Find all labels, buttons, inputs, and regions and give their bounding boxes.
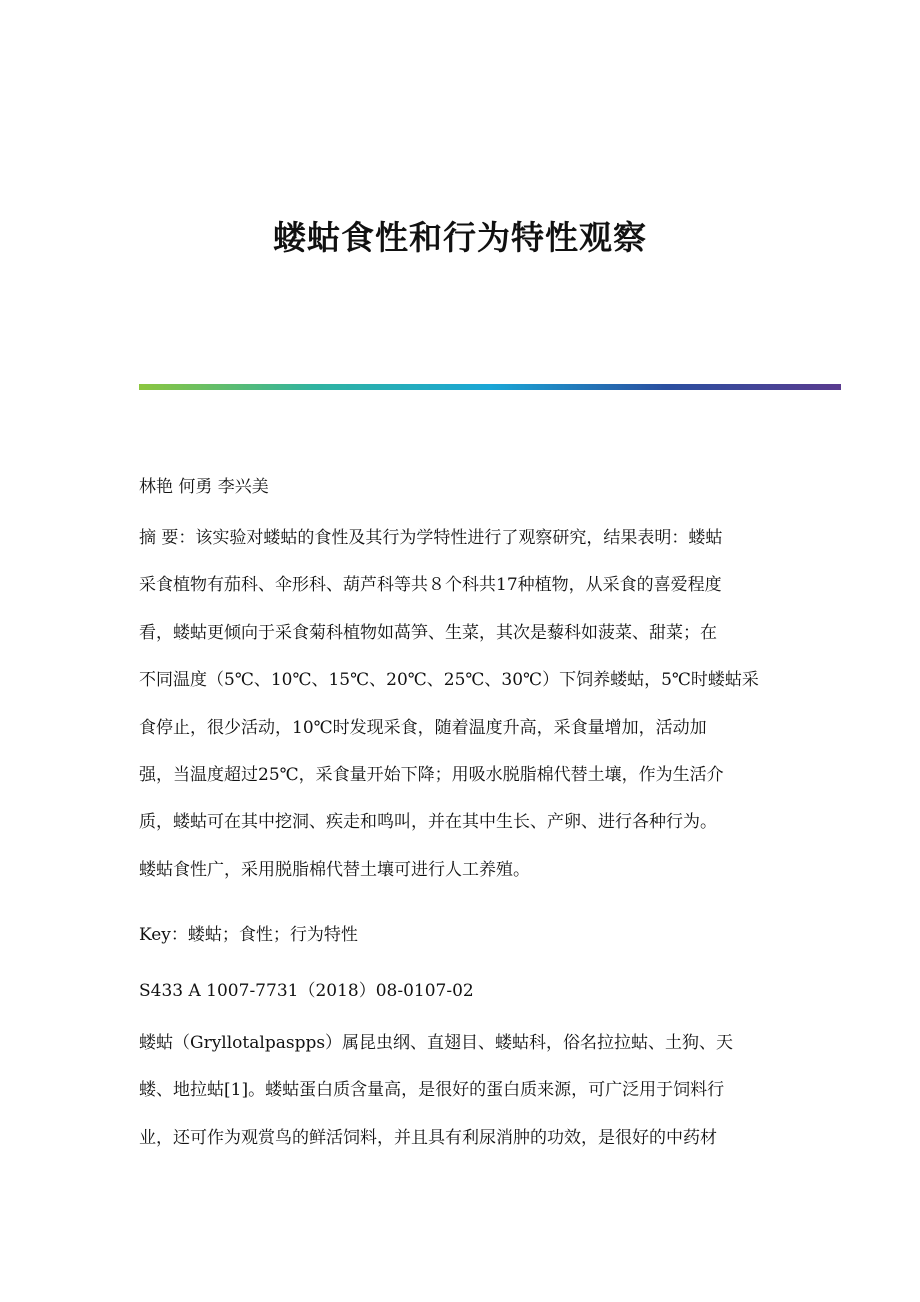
abstract [139, 515, 779, 894]
classification-codes: S433 A 1007-7731（2018）08-0107-02 [139, 981, 474, 1001]
body-paragraph [139, 1020, 779, 1162]
abstract-line: 蝼蛄食性广，采用脱脂棉代替土壤可进行人工养殖。 [139, 859, 530, 880]
abstract-line: 看，蝼蛄更倾向于采食菊科植物如萵笋、生菜，其次是藜科如菠菜、甜菜；在 [139, 622, 717, 643]
abstract-line: 食停止，很少活动，10℃时发现采食，随着温度升高，采食量增加，活动加 [139, 717, 707, 738]
body-line: 蝼、地拉蛄[1]。蝼蛄蛋白质含量高，是很好的蛋白质来源，可广泛用于饲料行 [139, 1080, 725, 1101]
abstract-line: 强，当温度超过25℃，采食量开始下降；用吸水脱脂棉代替土壤，作为生活介 [139, 764, 724, 785]
abstract-line: 质，蝼蛄可在其中挖洞、疾走和鸣叫，并在其中生长、产卵、进行各种行为。 [139, 812, 717, 833]
abstract-line: 不同温度（5℃、10℃、15℃、20℃、25℃、30℃）下饲养蝼蛄，5℃时蝼蛄采 [139, 670, 759, 691]
abstract-line: 摘 要：该实验对蝼蛄的食性及其行为学特性进行了观察研究，结果表明：蝼蛄 [139, 528, 723, 548]
keywords: Key：蝼蛄；食性；行为特性 [139, 925, 358, 945]
authors: 林艳 何勇 李兴美 [139, 477, 269, 497]
document-title: 蝼蛄食性和行为特性观察 [273, 218, 647, 257]
body-line: 蝼蛄（Gryllotalpaspps）属昆虫纲、直翅目、蝼蛄科，俗名拉拉蛄、土狗、天 [139, 1033, 734, 1053]
abstract-line: 采食植物有茄科、伞形科、葫芦科等共８个科共17种植物，从采食的喜爱程度 [139, 575, 722, 596]
body-line: 业，还可作为观赏鸟的鲜活饲料，并且具有利尿消肿的功效，是很好的中药材 [139, 1127, 717, 1148]
title-divider [139, 384, 841, 390]
